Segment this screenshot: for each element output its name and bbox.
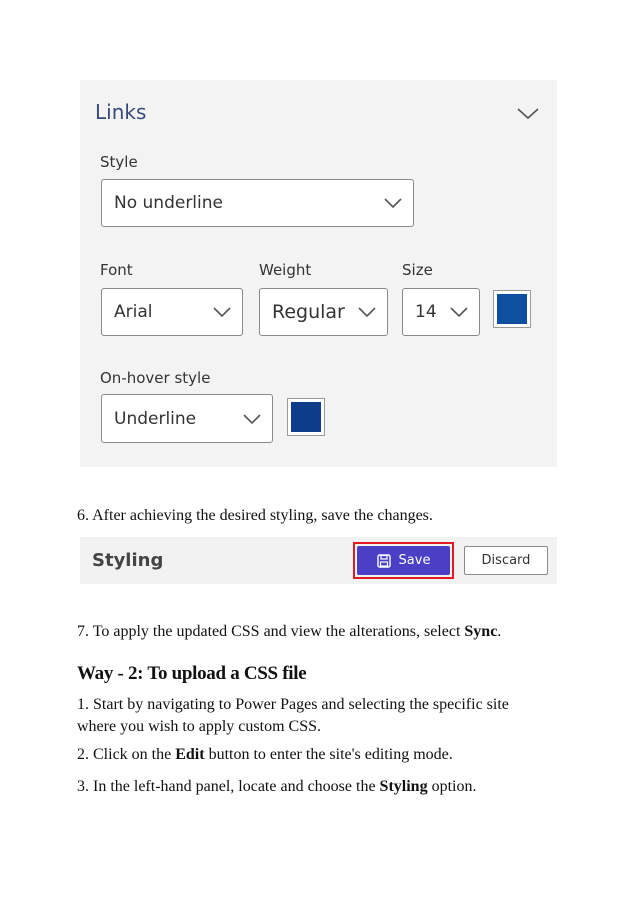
hover-style-dropdown[interactable] [101,394,273,443]
hover-style-value: Underline [114,408,197,429]
step-2-suffix: button to enter the site's editing mode. [204,746,453,763]
save-icon [377,554,391,568]
link-color-fill [497,294,527,324]
step-3-prefix: 3. In the left-hand panel, locate and choose the [77,778,380,795]
styling-title: Styling [92,550,164,571]
step-7-suffix: . [497,623,502,640]
step-3-bold: Styling [379,778,428,795]
size-label: Size [402,261,433,279]
font-value: Arial [114,302,153,322]
link-color-swatch[interactable] [493,290,531,328]
step-3-suffix: option. [427,778,477,795]
step-6-text: 6. After achieving the desired styling, save the changes. [77,507,433,524]
step-3-text [77,776,577,798]
chevron-down-icon [212,306,232,318]
size-value: 14 [415,302,437,322]
discard-button[interactable] [464,546,548,575]
weight-dropdown[interactable] [259,288,388,336]
section-heading: Way - 2: To upload a CSS file [77,663,307,684]
weight-value: Regular [272,301,345,323]
chevron-down-icon [383,197,403,209]
size-dropdown[interactable] [402,288,480,336]
step-2-prefix: 2. Click on the [77,746,176,763]
style-label: Style [100,153,138,171]
chevron-down-icon [242,413,262,425]
step-2-bold: Edit [175,746,205,763]
save-button[interactable] [357,546,450,575]
step-7-text [77,621,577,643]
collapse-chevron-icon[interactable] [514,104,542,122]
chevron-down-icon [357,306,377,318]
chevron-down-icon [449,306,469,318]
panel-title: Links [95,100,147,124]
font-dropdown[interactable] [101,288,243,336]
save-label: Save [398,553,431,568]
hover-color-swatch[interactable] [287,398,325,436]
step-7-prefix: 7. To apply the updated CSS and view the alterations, select [77,623,465,640]
hover-color-fill [291,402,321,432]
hover-style-label: On-hover style [100,369,211,387]
style-value: No underline [114,193,223,213]
styling-toolbar [80,537,557,584]
step-1-text: 1. Start by navigating to Power Pages and selecting the specific site where you wish to apply custom CSS. [77,696,509,735]
step-2-text [77,744,577,766]
step-7-bold: Sync [464,623,498,640]
discard-label: Discard [481,553,531,568]
style-dropdown[interactable] [101,179,414,227]
links-settings-panel [80,80,557,467]
weight-label: Weight [259,261,312,279]
font-label: Font [100,261,133,279]
